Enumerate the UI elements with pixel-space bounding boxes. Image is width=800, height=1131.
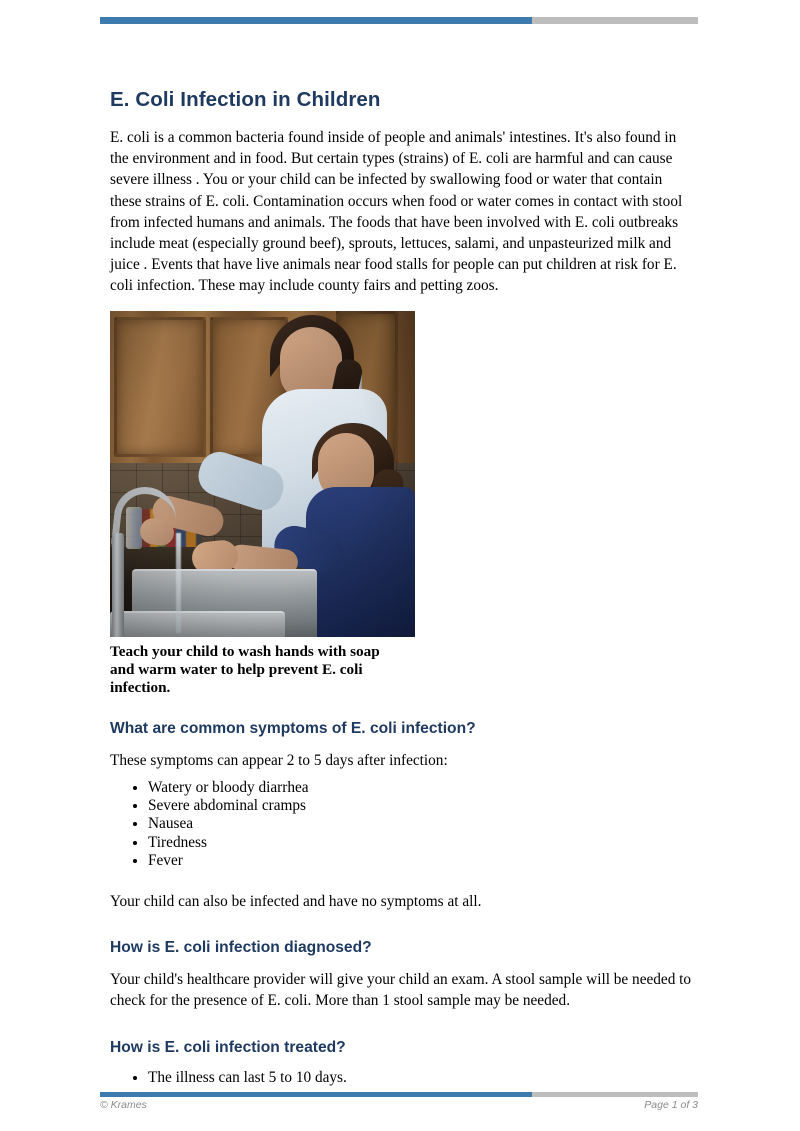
list-item: • Fever <box>148 852 696 870</box>
header-rule-gray-segment <box>532 17 698 24</box>
footer-copyright: © Krames <box>100 1099 147 1111</box>
list-item: • Nausea <box>148 815 696 833</box>
section-heading-diagnosis: How is E. coli infection diagnosed? <box>110 939 372 957</box>
header-rule-blue-segment <box>100 17 532 24</box>
footer-rule-gray-segment <box>532 1092 698 1097</box>
figure-caption: Teach your child to wash hands with soap and warm water to help prevent E. coli infection. <box>110 642 380 697</box>
symptoms-closing-text: Your child can also be infected and have no symptoms at all. <box>110 893 482 911</box>
list-item: • The illness can last 5 to 10 days. <box>148 1069 696 1087</box>
figure <box>110 311 415 698</box>
section-heading-treatment: How is E. coli infection treated? <box>110 1038 346 1056</box>
list-item: • Severe abdominal cramps <box>148 797 696 815</box>
footer <box>100 1099 698 1111</box>
footer-page-number: Page 1 of 3 <box>644 1099 698 1111</box>
photo-vignette <box>110 311 415 637</box>
section-heading-symptoms: What are common symptoms of E. coli infection? <box>110 719 476 737</box>
list-item: • Watery or bloody diarrhea <box>148 779 696 797</box>
handwashing-photo <box>110 311 415 637</box>
document-content <box>110 88 696 1087</box>
header-rule <box>100 17 698 24</box>
footer-rule <box>100 1092 698 1097</box>
symptoms-list <box>110 779 696 870</box>
list-item: • Tiredness <box>148 834 696 852</box>
footer-rule-blue-segment <box>100 1092 532 1097</box>
intro-paragraph: E. coli is a common bacteria found inside of people and animals' intestines. It's also found in the environment and in food. But certain types (strains) of E. coli are harmful and can cause severe illness . You or your child can be infected by swallowing food or water that contain these strains of E. coli. Contamination occurs when food or water comes in contact with stool from infected humans and animals. The foods that have been involved with E. coli outbreaks include meat (especially ground beef), sprouts, lettuces, salami, and unpasteurized milk and juice . Events that have live animals near food stalls for people can put children at risk for E. coli infection. These may include county fairs and petting zoos. <box>110 129 683 295</box>
symptoms-lead-text: These symptoms can appear 2 to 5 days after infection: <box>110 751 448 769</box>
diagnosis-body-text: Your child's healthcare provider will give your child an exam. A stool sample will be needed to check for the presence of E. coli. More than 1 stool sample may be needed. <box>110 971 692 1010</box>
page-title: E. Coli Infection in Children <box>110 88 381 111</box>
treatment-list <box>110 1069 696 1087</box>
